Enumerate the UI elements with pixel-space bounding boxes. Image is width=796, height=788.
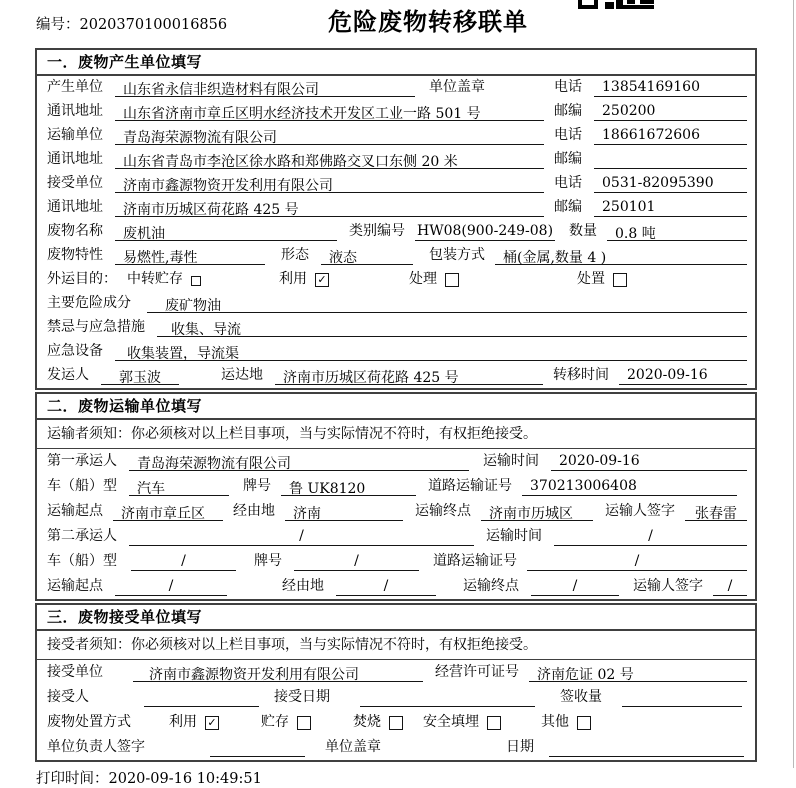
transporter-phone-value: 18661672606 bbox=[594, 127, 747, 145]
transport-time-label: 运输时间 bbox=[486, 528, 542, 544]
row-second-carrier bbox=[37, 524, 755, 549]
vehicle-type-label: 车（船）型 bbox=[47, 553, 117, 569]
zip-label: 邮编 bbox=[554, 151, 582, 167]
row-vehicle1 bbox=[37, 474, 755, 499]
origin-label: 运输起点 bbox=[47, 503, 103, 519]
quantity-value: 0.8 吨 bbox=[607, 223, 747, 241]
received-amount-value bbox=[622, 689, 742, 707]
serial-label: 编号： bbox=[36, 17, 80, 33]
receive-unit-value: 济南市鑫源物资开发利用有限公司 bbox=[115, 175, 544, 193]
disposal-option-storage-label: 贮存 bbox=[261, 714, 289, 730]
carrier-sign1-value: 张春雷 bbox=[685, 503, 747, 521]
transfer-time-label: 转移时间 bbox=[553, 367, 609, 383]
row-route1 bbox=[37, 499, 755, 524]
producer-unit-value: 山东省永信非织造材料有限公司 bbox=[115, 79, 415, 97]
section2-title: 二．废物运输单位填写 bbox=[37, 394, 755, 420]
purpose-label: 外运目的： bbox=[47, 271, 117, 287]
section1-title: 一．废物产生单位填写 bbox=[37, 50, 755, 76]
print-time-label: 打印时间： bbox=[36, 771, 109, 787]
form-label: 形态 bbox=[281, 247, 309, 263]
row-vehicle2 bbox=[37, 549, 755, 574]
row-transport-unit bbox=[37, 124, 755, 148]
row-shipper bbox=[37, 364, 755, 388]
producer-address-value: 山东省济南市章丘区明水经济技术开发区工业一路 501 号 bbox=[115, 103, 544, 121]
row-route2 bbox=[37, 574, 755, 599]
disposal-checkbox-other bbox=[577, 716, 591, 730]
receive-unit3-value: 济南市鑫源物资开发利用有限公司 bbox=[133, 664, 423, 682]
phone-label: 电话 bbox=[554, 79, 582, 95]
transfer-time-value: 2020-09-16 bbox=[619, 367, 747, 385]
transport-unit-value: 青岛海荣源物流有限公司 bbox=[115, 127, 544, 145]
destination-label: 运达地 bbox=[221, 367, 263, 383]
disposal-option-utilize-label: 利用 bbox=[169, 714, 197, 730]
acceptor-label: 接受人 bbox=[47, 689, 89, 705]
character-value: 易燃性,毒性 bbox=[115, 247, 265, 265]
road-license-label: 道路运输证号 bbox=[433, 553, 517, 569]
section-producer bbox=[35, 48, 757, 390]
section3-title: 三．废物接受单位填写 bbox=[37, 605, 755, 631]
category-value: HW08(900-249-08) bbox=[417, 223, 554, 239]
waste-name-value: 废机油 bbox=[115, 223, 337, 241]
disposal-option-incinerate-label: 焚烧 bbox=[353, 714, 381, 730]
origin1-value: 济南市章丘区 bbox=[113, 503, 223, 521]
equipment-value: 收集装置，导流渠 bbox=[115, 343, 747, 361]
via-label: 经由地 bbox=[282, 578, 324, 594]
receive-unit-label: 接受单位 bbox=[47, 664, 103, 680]
via-label: 经由地 bbox=[233, 503, 275, 519]
row-acceptor bbox=[37, 685, 755, 710]
vehicle-type2-value: / bbox=[131, 553, 236, 571]
road-license1-value: 370213006408 bbox=[522, 478, 737, 496]
row-hazard-component bbox=[37, 292, 755, 316]
page-edge-divider bbox=[793, 0, 794, 768]
first-carrier-value: 青岛海荣源物流有限公司 bbox=[129, 453, 469, 471]
qr-code-fragment-icon bbox=[578, 0, 656, 9]
serial-number bbox=[36, 13, 227, 34]
purpose-option-storage-label: 中转贮存 bbox=[127, 271, 183, 287]
disposal-label: 废物处置方式 bbox=[47, 714, 131, 730]
origin-label: 运输起点 bbox=[47, 578, 103, 594]
print-time-value: 2020-09-16 10:49:51 bbox=[108, 771, 262, 787]
transport-time-label: 运输时间 bbox=[483, 453, 539, 469]
purpose-checkbox-storage bbox=[191, 276, 201, 286]
form-value: 液态 bbox=[321, 247, 413, 265]
receiver-phone-value: 0531-82095390 bbox=[594, 175, 747, 193]
plate1-value: 鲁 UK8120 bbox=[281, 478, 416, 496]
packaging-label: 包装方式 bbox=[429, 247, 485, 263]
destination-value: 济南市历城区荷花路 425 号 bbox=[275, 367, 543, 385]
shipper-value: 郭玉波 bbox=[101, 367, 179, 385]
acceptor-value bbox=[144, 689, 259, 707]
permit-label: 经营许可证号 bbox=[435, 664, 519, 680]
first-carrier-label: 第一承运人 bbox=[47, 453, 117, 469]
carrier-sign-label: 运输人签字 bbox=[633, 578, 703, 594]
transporter-zip-value bbox=[594, 151, 747, 169]
road-license-label: 道路运输证号 bbox=[428, 478, 512, 494]
character-label: 废物特性 bbox=[47, 247, 103, 263]
unit-seal-label: 单位盖章 bbox=[325, 739, 381, 755]
disposal-option-other-label: 其他 bbox=[541, 714, 569, 730]
producer-zip-value: 250200 bbox=[594, 103, 747, 121]
row-transfer-purpose bbox=[37, 268, 755, 292]
row-taboo-measures bbox=[37, 316, 755, 340]
carrier-sign-label: 运输人签字 bbox=[605, 503, 675, 519]
origin2-value: / bbox=[115, 578, 227, 596]
terminal-label: 运输终点 bbox=[415, 503, 471, 519]
accept-date-label: 接受日期 bbox=[274, 689, 330, 705]
row-receiver-address bbox=[37, 196, 755, 220]
date-value bbox=[549, 739, 744, 757]
row-transporter-address bbox=[37, 148, 755, 172]
disposal-option-landfill-label: 安全填埋 bbox=[423, 714, 479, 730]
plate2-value: / bbox=[294, 553, 419, 571]
address-label: 通讯地址 bbox=[47, 199, 103, 215]
producer-unit-label: 产生单位 bbox=[47, 79, 103, 95]
hazard-value: 废矿物油 bbox=[147, 295, 747, 313]
address-label: 通讯地址 bbox=[47, 103, 103, 119]
taboo-value: 收集、导流 bbox=[157, 319, 747, 337]
purpose-option-treat-label: 处理 bbox=[409, 271, 437, 287]
shipper-label: 发运人 bbox=[47, 367, 89, 383]
row-receive-unit bbox=[37, 172, 755, 196]
row-first-carrier bbox=[37, 449, 755, 474]
row-emergency-equipment bbox=[37, 340, 755, 364]
disposal-checkbox-incinerate bbox=[389, 716, 403, 730]
category-label: 类别编号 bbox=[349, 223, 405, 239]
permit-value: 济南危证 02 号 bbox=[529, 664, 747, 682]
carrier-sign2-value: / bbox=[713, 578, 747, 596]
transporter-notice: 运输者须知：你必须核对以上栏目事项，当与实际情况不符时，有权拒绝接受。 bbox=[37, 420, 755, 449]
receiver-notice: 接受者须知：你必须核对以上栏目事项，当与实际情况不符时，有权拒绝接受。 bbox=[37, 631, 755, 660]
row-receive-unit3 bbox=[37, 660, 755, 685]
section-receiver bbox=[35, 603, 757, 762]
second-carrier-value: / bbox=[129, 528, 474, 546]
receiver-zip-value: 250101 bbox=[594, 199, 747, 217]
second-carrier-label: 第二承运人 bbox=[47, 528, 117, 544]
unit-seal-label: 单位盖章 bbox=[429, 79, 485, 95]
via1-value: 济南 bbox=[285, 503, 403, 521]
page-title: 危险废物转移联单 bbox=[328, 7, 528, 36]
transport-time1-value: 2020-09-16 bbox=[551, 453, 747, 471]
terminal1-value: 济南市历城区 bbox=[481, 503, 593, 521]
form-header bbox=[0, 0, 796, 48]
manager-sign-label: 单位负责人签字 bbox=[47, 739, 145, 755]
disposal-checkbox-landfill bbox=[487, 716, 501, 730]
taboo-label: 禁忌与应急措施 bbox=[47, 319, 145, 335]
packaging-value: 桶(金属,数量 4 ) bbox=[495, 247, 747, 265]
section-transporter bbox=[35, 392, 757, 601]
row-manager-sign bbox=[37, 735, 755, 760]
row-waste-name bbox=[37, 220, 755, 244]
row-waste-character bbox=[37, 244, 755, 268]
disposal-checkbox-storage bbox=[297, 716, 311, 730]
date-label: 日期 bbox=[506, 739, 534, 755]
row-producer-address bbox=[37, 100, 755, 124]
equipment-label: 应急设备 bbox=[47, 343, 103, 359]
purpose-option-dispose-label: 处置 bbox=[577, 271, 605, 287]
phone-label: 电话 bbox=[554, 127, 582, 143]
terminal2-value: / bbox=[531, 578, 619, 596]
zip-label: 邮编 bbox=[554, 199, 582, 215]
purpose-checkbox-utilize: ✓ bbox=[315, 273, 329, 287]
receive-unit-label: 接受单位 bbox=[47, 175, 103, 191]
plate-label: 牌号 bbox=[243, 478, 271, 494]
hazard-label: 主要危险成分 bbox=[47, 295, 131, 311]
purpose-checkbox-dispose bbox=[613, 273, 627, 287]
waste-name-label: 废物名称 bbox=[47, 223, 103, 239]
transport-time2-value: / bbox=[554, 528, 747, 546]
road-license2-value: / bbox=[527, 553, 747, 571]
transporter-address-value: 山东省青岛市李沧区徐水路和郑佛路交叉口东侧 20 米 bbox=[115, 151, 544, 169]
plate-label: 牌号 bbox=[254, 553, 282, 569]
terminal-label: 运输终点 bbox=[463, 578, 519, 594]
transport-unit-label: 运输单位 bbox=[47, 127, 103, 143]
vehicle-type-label: 车（船）型 bbox=[47, 478, 117, 494]
manager-sign-value bbox=[210, 739, 305, 757]
disposal-checkbox-utilize: ✓ bbox=[205, 716, 219, 730]
accept-date-value bbox=[360, 689, 535, 707]
via2-value: / bbox=[336, 578, 436, 596]
row-disposal-method bbox=[37, 710, 755, 735]
address-label: 通讯地址 bbox=[47, 151, 103, 167]
print-time bbox=[36, 767, 796, 788]
row-producer-unit bbox=[37, 76, 755, 100]
vehicle-type1-value: 汽车 bbox=[129, 478, 229, 496]
quantity-label: 数量 bbox=[569, 223, 597, 239]
purpose-checkbox-treat bbox=[445, 273, 459, 287]
receiver-address-value: 济南市历城区荷花路 425 号 bbox=[115, 199, 544, 217]
zip-label: 邮编 bbox=[554, 103, 582, 119]
serial-value: 2020370100016856 bbox=[79, 17, 228, 33]
producer-phone-value: 13854169160 bbox=[594, 79, 747, 97]
phone-label: 电话 bbox=[554, 175, 582, 191]
received-amount-label: 签收量 bbox=[560, 689, 602, 705]
purpose-option-utilize-label: 利用 bbox=[279, 271, 307, 287]
